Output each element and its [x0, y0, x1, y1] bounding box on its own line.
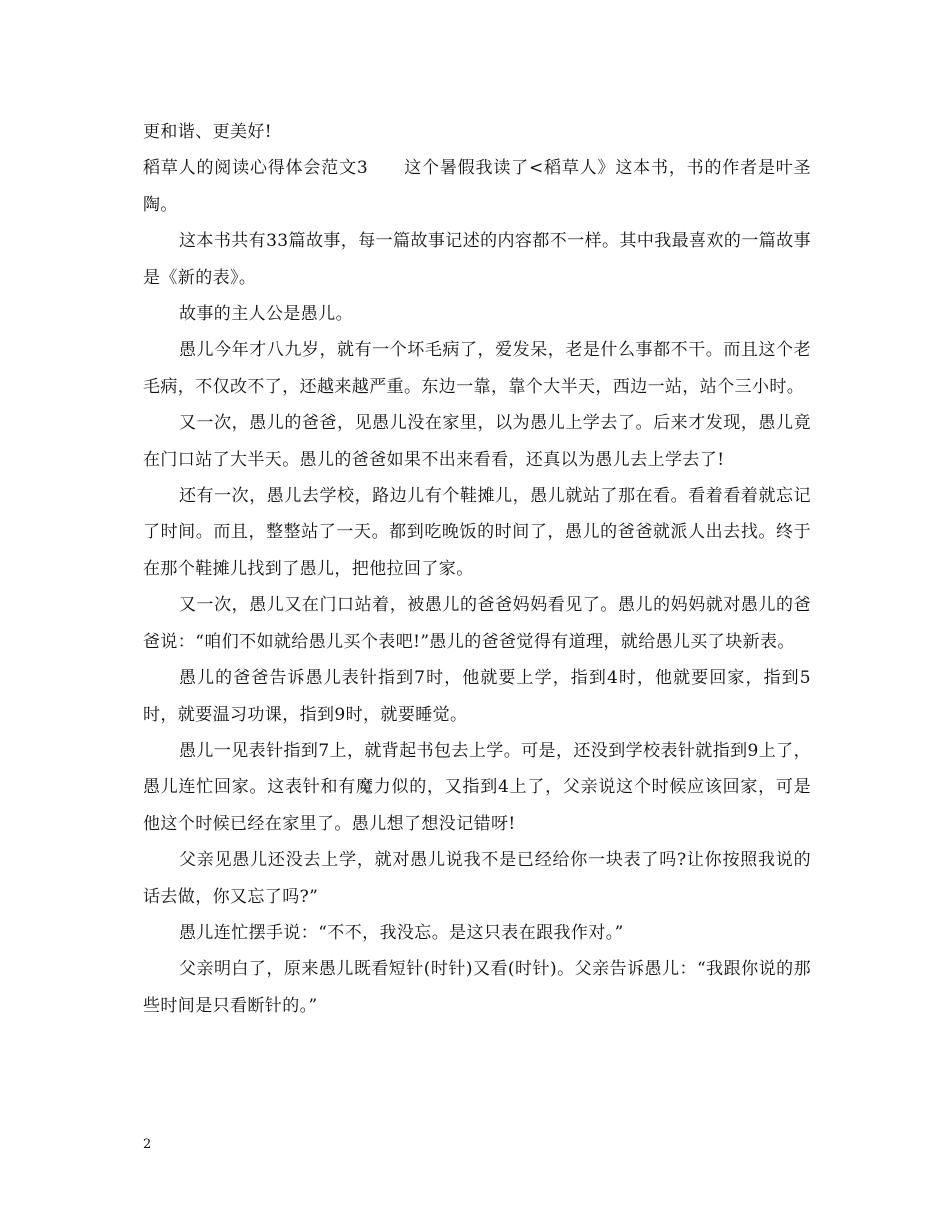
paragraph: 更和谐、更美好! [143, 122, 273, 142]
page-number: 2 [143, 1137, 152, 1152]
paragraph: 还有一次，愚儿去学校，路边儿有个鞋摊儿，愚儿就站了那在看。看着看着就忘记了时间。而且，整整站了一天。都到吃晚饭的时间了，愚儿的爸爸就派人出去找。终于在那个鞋摊儿找到了愚儿，把他拉回了家。 [143, 486, 811, 579]
paragraph: 这本书共有33篇故事，每一篇故事记述的内容都不一样。其中我最喜欢的一篇故事是《新的表》。 [143, 231, 811, 288]
paragraph: 稻草人的阅读心得体会范文3 这个暑假我读了<稻草人》这本书，书的作者是叶圣陶。 [143, 158, 811, 215]
paragraph: 父亲见愚儿还没去上学，就对愚儿说我不是已经给你一块表了吗?让你按照我说的话去做，你又忘了吗?” [143, 850, 811, 907]
paragraph: 又一次，愚儿的爸爸，见愚儿没在家里，以为愚儿上学去了。后来才发现，愚儿竟在门口站了大半天。愚儿的爸爸如果不出来看看，还真以为愚儿去上学去了! [143, 413, 811, 470]
paragraph: 愚儿连忙摆手说：“不不，我没忘。是这只表在跟我作对。” [179, 922, 624, 943]
paragraph: 父亲明白了，原来愚儿既看短针(时针)又看(时针)。父亲告诉愚儿：“我跟你说的那些时间是只看断针的。” [143, 959, 811, 1016]
paragraph: 愚儿一见表针指到7上，就背起书包去上学。可是，还没到学校表针就指到9上了，愚儿连忙回家。这表针和有魔力似的，又指到4上了，父亲说这个时候应该回家，可是他这个时候已经在家里了。愚儿想了想没记错呀! [143, 740, 811, 834]
paragraph: 故事的主人公是愚儿。 [179, 304, 353, 325]
paragraph: 愚儿今年才八九岁，就有一个坏毛病了，爱发呆，老是什么事都不干。而且这个老毛病，不仅改不了，还越来越严重。东边一靠，靠个大半天，西边一站，站个三小时。 [143, 340, 811, 397]
document-body [143, 114, 811, 1024]
paragraph: 愚儿的爸爸告诉愚儿表针指到7时，他就要上学，指到4时，他就要回家，指到5时，就要温习功课，指到9时，就要睡觉。 [143, 668, 811, 725]
paragraph: 又一次，愚儿又在门口站着，被愚儿的爸爸妈妈看见了。愚儿的妈妈就对愚儿的爸爸说：“咱们不如就给愚儿买个表吧!”愚儿的爸爸觉得有道理，就给愚儿买了块新表。 [143, 595, 811, 652]
